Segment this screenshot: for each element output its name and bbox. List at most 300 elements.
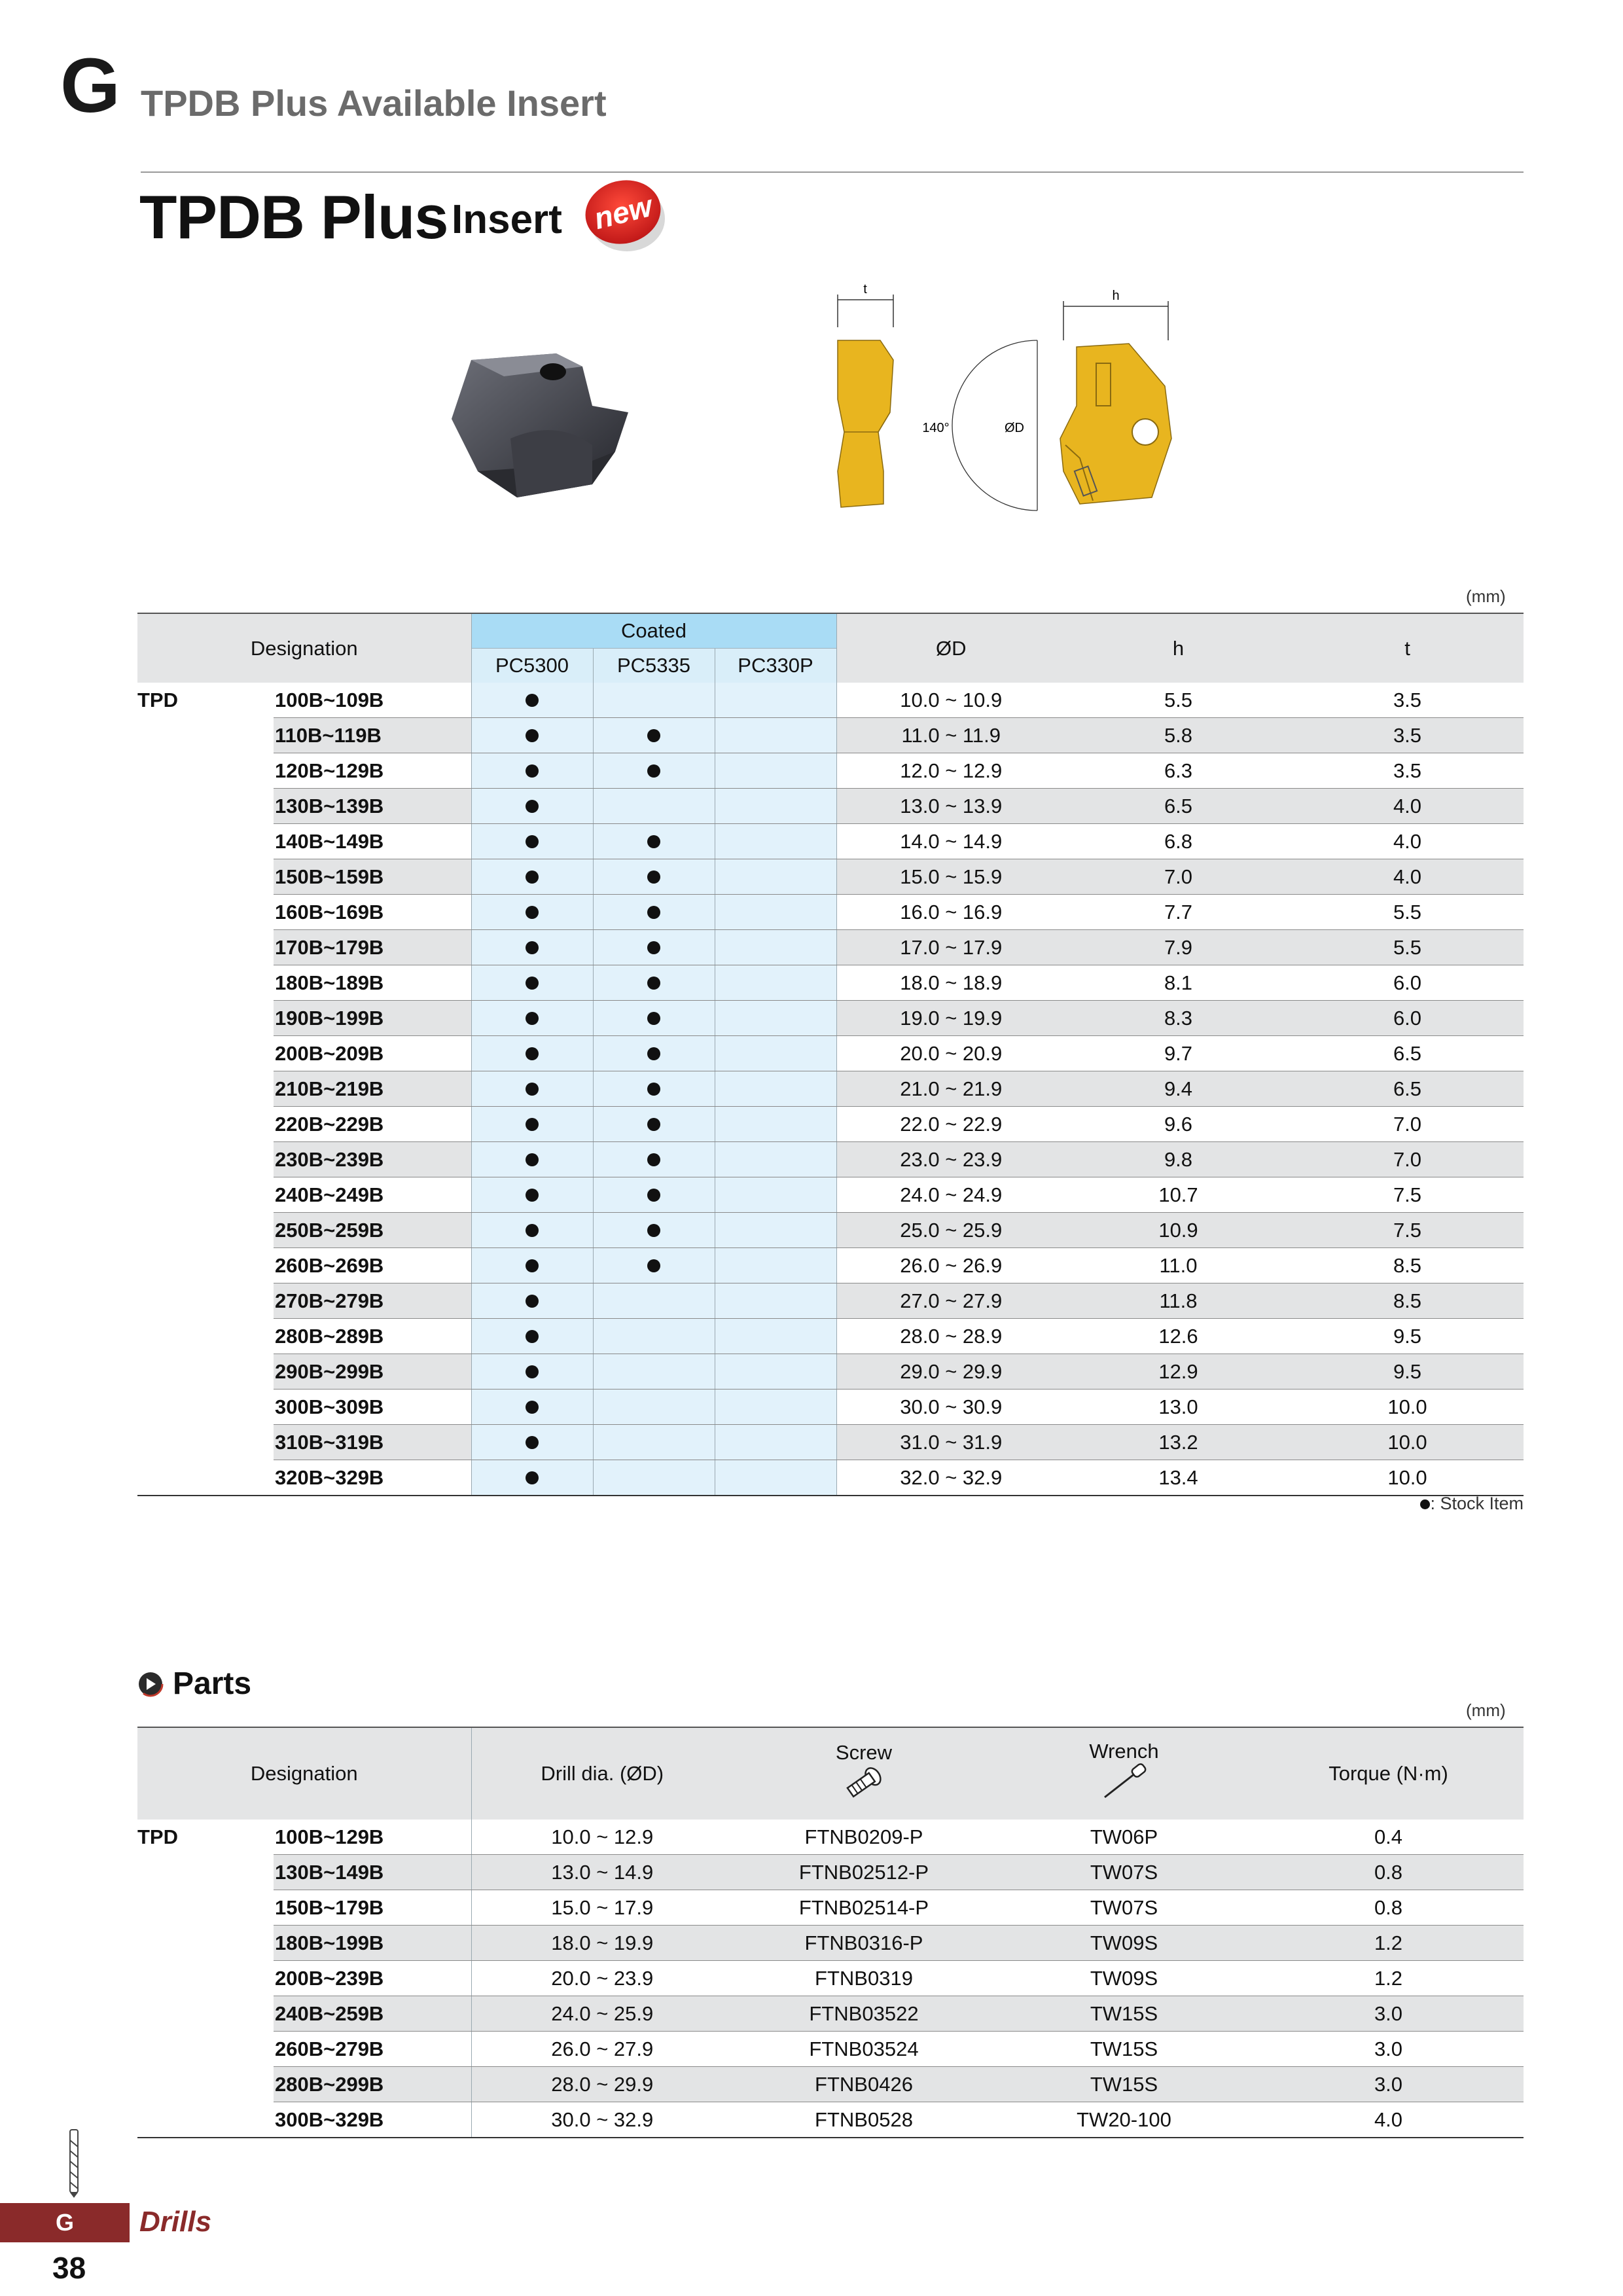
row-group: [137, 1177, 274, 1213]
new-badge-text: new: [590, 188, 656, 236]
table-row: [137, 1213, 1524, 1248]
col-grade-pc330p: PC330P: [715, 649, 836, 683]
table-row: [137, 683, 1524, 718]
row-grade-cell: [715, 1107, 836, 1142]
stock-dot-icon: [526, 1047, 539, 1060]
row-diameter: 31.0 ~ 31.9: [836, 1425, 1065, 1460]
row-group: [137, 1213, 274, 1248]
row-group: [137, 1248, 274, 1283]
row-group: [137, 1890, 274, 1926]
table-row: [137, 2102, 1524, 2138]
row-diameter: 22.0 ~ 22.9: [836, 1107, 1065, 1142]
row-designation: 310B~319B: [274, 1425, 471, 1460]
row-diameter: 18.0 ~ 18.9: [836, 965, 1065, 1001]
parts-col-wrench: [995, 1727, 1253, 1820]
row-h: 10.9: [1065, 1213, 1291, 1248]
row-t: 6.0: [1291, 1001, 1524, 1036]
row-grade-cell: [715, 1283, 836, 1319]
stock-dot-icon: [526, 870, 539, 884]
row-diameter: 16.0 ~ 16.9: [836, 895, 1065, 930]
table-row: [137, 753, 1524, 789]
stock-dot-icon: [526, 1471, 539, 1484]
row-h: 12.6: [1065, 1319, 1291, 1354]
row-grade-cell: [593, 965, 715, 1001]
parts-table: [137, 1727, 1524, 2138]
row-diameter: 21.0 ~ 21.9: [836, 1071, 1065, 1107]
row-grade-cell: [715, 965, 836, 1001]
table-row: [137, 1142, 1524, 1177]
row-designation: 170B~179B: [274, 930, 471, 965]
table-row: [137, 1354, 1524, 1390]
row-grade-cell: [715, 1177, 836, 1213]
row-t: 6.0: [1291, 965, 1524, 1001]
footer-section-label: Drills: [139, 2206, 212, 2238]
row-wrench: TW15S: [995, 2032, 1253, 2067]
row-t: 7.5: [1291, 1177, 1524, 1213]
row-grade-cell: [593, 718, 715, 753]
stock-dot-icon: [647, 835, 660, 848]
row-h: 9.8: [1065, 1142, 1291, 1177]
stock-dot-icon: [526, 941, 539, 954]
table-row: [137, 1425, 1524, 1460]
col-diameter: ØD: [836, 613, 1065, 683]
parts-col-screw-label: Screw: [835, 1741, 893, 1764]
stock-legend-text: : Stock Item: [1430, 1494, 1524, 1513]
row-torque: 1.2: [1253, 1926, 1524, 1961]
table-row: [137, 1996, 1524, 2032]
table-row: [137, 1926, 1524, 1961]
row-grade-cell: [715, 1319, 836, 1354]
table-row: [137, 859, 1524, 895]
row-t: 7.5: [1291, 1213, 1524, 1248]
header-divider: [141, 171, 1524, 173]
row-drill-dia: 28.0 ~ 29.9: [471, 2067, 733, 2102]
row-diameter: 30.0 ~ 30.9: [836, 1390, 1065, 1425]
stock-dot-icon: [526, 1330, 539, 1343]
label-angle: 140°: [922, 421, 950, 435]
row-designation: 210B~219B: [274, 1071, 471, 1107]
row-group: [137, 1036, 274, 1071]
row-grade-cell: [471, 824, 593, 859]
wrench-icon: [1098, 1763, 1150, 1803]
stock-dot-icon: [526, 1259, 539, 1272]
row-group: [137, 789, 274, 824]
row-drill-dia: 30.0 ~ 32.9: [471, 2102, 733, 2138]
row-designation: 300B~309B: [274, 1390, 471, 1425]
row-t: 6.5: [1291, 1071, 1524, 1107]
row-t: 3.5: [1291, 683, 1524, 718]
stock-dot-icon: [647, 977, 660, 990]
row-grade-cell: [593, 1354, 715, 1390]
row-diameter: 23.0 ~ 23.9: [836, 1142, 1065, 1177]
row-t: 9.5: [1291, 1319, 1524, 1354]
row-designation: 270B~279B: [274, 1283, 471, 1319]
col-grade-pc5335: PC5335: [593, 649, 715, 683]
row-wrench: TW07S: [995, 1890, 1253, 1926]
row-group: TPD: [137, 683, 274, 718]
row-screw: FTNB0316-P: [733, 1926, 995, 1961]
row-diameter: 12.0 ~ 12.9: [836, 753, 1065, 789]
row-grade-cell: [593, 789, 715, 824]
row-grade-cell: [471, 1460, 593, 1496]
table-row: [137, 1177, 1524, 1213]
row-group: [137, 965, 274, 1001]
stock-dot-icon: [526, 1365, 539, 1378]
row-diameter: 25.0 ~ 25.9: [836, 1213, 1065, 1248]
row-group: [137, 1283, 274, 1319]
insert-photo: [432, 340, 641, 511]
row-drill-dia: 26.0 ~ 27.9: [471, 2032, 733, 2067]
parts-table-unit: (mm): [1466, 1700, 1506, 1720]
row-designation: 250B~259B: [274, 1213, 471, 1248]
table-row: [137, 2067, 1524, 2102]
row-drill-dia: 24.0 ~ 25.9: [471, 1996, 733, 2032]
table-row: [137, 718, 1524, 753]
row-group: [137, 753, 274, 789]
row-wrench: TW15S: [995, 1996, 1253, 2032]
row-grade-cell: [593, 930, 715, 965]
row-grade-cell: [593, 1390, 715, 1425]
row-grade-cell: [471, 1213, 593, 1248]
row-drill-dia: 15.0 ~ 17.9: [471, 1890, 733, 1926]
row-grade-cell: [593, 824, 715, 859]
row-group: [137, 824, 274, 859]
row-h: 7.9: [1065, 930, 1291, 965]
row-torque: 3.0: [1253, 2067, 1524, 2102]
stock-dot-icon: [647, 941, 660, 954]
row-designation: 220B~229B: [274, 1107, 471, 1142]
row-drill-dia: 18.0 ~ 19.9: [471, 1926, 733, 1961]
row-wrench: TW09S: [995, 1961, 1253, 1996]
row-t: 8.5: [1291, 1248, 1524, 1283]
row-group: [137, 1460, 274, 1496]
row-group: [137, 2067, 274, 2102]
row-torque: 3.0: [1253, 2032, 1524, 2067]
row-designation: 240B~249B: [274, 1177, 471, 1213]
row-group: [137, 1390, 274, 1425]
row-grade-cell: [593, 1460, 715, 1496]
row-t: 5.5: [1291, 895, 1524, 930]
stock-dot-icon: [1420, 1499, 1430, 1509]
parts-col-drill-dia: Drill dia. (ØD): [471, 1727, 733, 1820]
stock-dot-icon: [526, 729, 539, 742]
row-grade-cell: [471, 753, 593, 789]
stock-dot-icon: [647, 906, 660, 919]
table-row: [137, 824, 1524, 859]
stock-dot-icon: [526, 1401, 539, 1414]
row-group: [137, 859, 274, 895]
parts-heading: [137, 1666, 251, 1702]
stock-dot-icon: [647, 1259, 660, 1272]
stock-dot-icon: [526, 764, 539, 778]
row-designation: 300B~329B: [274, 2102, 471, 2138]
row-t: 10.0: [1291, 1390, 1524, 1425]
row-grade-cell: [471, 1283, 593, 1319]
row-grade-cell: [471, 1319, 593, 1354]
row-grade-cell: [471, 859, 593, 895]
row-grade-cell: [715, 1425, 836, 1460]
row-screw: FTNB03524: [733, 2032, 995, 2067]
row-grade-cell: [593, 859, 715, 895]
stock-dot-icon: [647, 1118, 660, 1131]
row-h: 6.3: [1065, 753, 1291, 789]
row-diameter: 15.0 ~ 15.9: [836, 859, 1065, 895]
row-h: 9.6: [1065, 1107, 1291, 1142]
parts-col-designation: Designation: [137, 1727, 471, 1820]
row-screw: FTNB03522: [733, 1996, 995, 2032]
row-screw: FTNB02512-P: [733, 1855, 995, 1890]
row-h: 12.9: [1065, 1354, 1291, 1390]
table-row: [137, 1036, 1524, 1071]
row-h: 13.2: [1065, 1425, 1291, 1460]
table-row: [137, 1001, 1524, 1036]
table-row: [137, 1248, 1524, 1283]
row-grade-cell: [715, 1213, 836, 1248]
row-designation: 320B~329B: [274, 1460, 471, 1496]
section-title: TPDB Plus Available Insert: [141, 82, 607, 124]
row-h: 5.8: [1065, 718, 1291, 753]
row-designation: 160B~169B: [274, 895, 471, 930]
row-grade-cell: [715, 789, 836, 824]
row-designation: 130B~139B: [274, 789, 471, 824]
row-wrench: TW07S: [995, 1855, 1253, 1890]
row-t: 6.5: [1291, 1036, 1524, 1071]
row-drill-dia: 13.0 ~ 14.9: [471, 1855, 733, 1890]
row-grade-cell: [593, 895, 715, 930]
row-t: 4.0: [1291, 859, 1524, 895]
row-t: 5.5: [1291, 930, 1524, 965]
product-subtitle: Insert: [452, 197, 562, 242]
row-designation: 260B~279B: [274, 2032, 471, 2067]
table-row: [137, 965, 1524, 1001]
row-torque: 0.8: [1253, 1855, 1524, 1890]
row-designation: 150B~179B: [274, 1890, 471, 1926]
row-grade-cell: [715, 1354, 836, 1390]
row-group: [137, 1996, 274, 2032]
table-row: [137, 1319, 1524, 1354]
stock-dot-icon: [526, 1224, 539, 1237]
row-grade-cell: [593, 1071, 715, 1107]
table-row: [137, 1820, 1524, 1855]
col-t: t: [1291, 613, 1524, 683]
stock-dot-icon: [526, 906, 539, 919]
row-diameter: 29.0 ~ 29.9: [836, 1354, 1065, 1390]
row-grade-cell: [593, 683, 715, 718]
stock-dot-icon: [526, 1012, 539, 1025]
arrow-circle-icon: [137, 1671, 164, 1697]
row-designation: 130B~149B: [274, 1855, 471, 1890]
row-torque: 0.8: [1253, 1890, 1524, 1926]
row-grade-cell: [715, 1036, 836, 1071]
row-grade-cell: [593, 1107, 715, 1142]
row-grade-cell: [471, 683, 593, 718]
row-grade-cell: [471, 1071, 593, 1107]
insert-table-unit: (mm): [1466, 586, 1506, 606]
row-designation: 290B~299B: [274, 1354, 471, 1390]
row-h: 8.3: [1065, 1001, 1291, 1036]
row-designation: 110B~119B: [274, 718, 471, 753]
row-group: [137, 930, 274, 965]
row-torque: 4.0: [1253, 2102, 1524, 2138]
row-h: 13.4: [1065, 1460, 1291, 1496]
row-designation: 280B~289B: [274, 1319, 471, 1354]
row-group: [137, 1107, 274, 1142]
drill-icon: [64, 2127, 84, 2199]
table-row: [137, 1107, 1524, 1142]
row-t: 9.5: [1291, 1354, 1524, 1390]
row-grade-cell: [593, 1177, 715, 1213]
screw-icon: [841, 1765, 887, 1801]
row-diameter: 20.0 ~ 20.9: [836, 1036, 1065, 1071]
stock-dot-icon: [647, 1083, 660, 1096]
row-diameter: 13.0 ~ 13.9: [836, 789, 1065, 824]
row-h: 8.1: [1065, 965, 1291, 1001]
col-h: h: [1065, 613, 1291, 683]
row-grade-cell: [593, 1319, 715, 1354]
row-grade-cell: [715, 1071, 836, 1107]
label-diameter: ØD: [1005, 421, 1024, 435]
row-grade-cell: [593, 753, 715, 789]
row-diameter: 27.0 ~ 27.9: [836, 1283, 1065, 1319]
row-grade-cell: [471, 1142, 593, 1177]
row-group: [137, 895, 274, 930]
row-grade-cell: [715, 718, 836, 753]
table-row: [137, 895, 1524, 930]
row-designation: 140B~149B: [274, 824, 471, 859]
row-group: [137, 1855, 274, 1890]
col-grade-pc5300: PC5300: [471, 649, 593, 683]
row-torque: 3.0: [1253, 1996, 1524, 2032]
row-grade-cell: [471, 1177, 593, 1213]
row-group: [137, 2032, 274, 2067]
row-grade-cell: [471, 718, 593, 753]
row-h: 7.0: [1065, 859, 1291, 895]
parts-heading-text: Parts: [173, 1666, 252, 1701]
stock-dot-icon: [526, 1436, 539, 1449]
row-group: [137, 1319, 274, 1354]
stock-dot-icon: [526, 1153, 539, 1166]
row-grade-cell: [471, 965, 593, 1001]
stock-dot-icon: [647, 1047, 660, 1060]
row-t: 3.5: [1291, 753, 1524, 789]
row-grade-cell: [471, 1390, 593, 1425]
row-group: [137, 1425, 274, 1460]
insert-dimension-drawing: [818, 275, 1224, 530]
row-grade-cell: [593, 1001, 715, 1036]
label-h: h: [1112, 289, 1120, 303]
row-group: [137, 1926, 274, 1961]
row-grade-cell: [715, 930, 836, 965]
row-designation: 180B~189B: [274, 965, 471, 1001]
row-designation: 100B~129B: [274, 1820, 471, 1855]
row-designation: 200B~209B: [274, 1036, 471, 1071]
row-diameter: 14.0 ~ 14.9: [836, 824, 1065, 859]
row-diameter: 17.0 ~ 17.9: [836, 930, 1065, 965]
insert-table: [137, 613, 1524, 1496]
row-group: [137, 1142, 274, 1177]
row-t: 3.5: [1291, 718, 1524, 753]
stock-dot-icon: [526, 800, 539, 813]
row-designation: 280B~299B: [274, 2067, 471, 2102]
row-grade-cell: [471, 1354, 593, 1390]
row-designation: 150B~159B: [274, 859, 471, 895]
row-grade-cell: [715, 683, 836, 718]
stock-dot-icon: [647, 1153, 660, 1166]
row-h: 9.7: [1065, 1036, 1291, 1071]
row-grade-cell: [715, 1390, 836, 1425]
stock-dot-icon: [526, 1118, 539, 1131]
row-grade-cell: [715, 1248, 836, 1283]
parts-col-wrench-label: Wrench: [1089, 1740, 1159, 1763]
table-row: [137, 930, 1524, 965]
row-drill-dia: 10.0 ~ 12.9: [471, 1820, 733, 1855]
stock-dot-icon: [526, 1295, 539, 1308]
stock-dot-icon: [526, 1189, 539, 1202]
label-t: t: [863, 282, 867, 296]
row-grade-cell: [471, 1036, 593, 1071]
row-group: [137, 718, 274, 753]
row-grade-cell: [593, 1213, 715, 1248]
stock-dot-icon: [526, 977, 539, 990]
row-torque: 1.2: [1253, 1961, 1524, 1996]
row-grade-cell: [471, 1425, 593, 1460]
row-wrench: TW09S: [995, 1926, 1253, 1961]
row-screw: FTNB0319: [733, 1961, 995, 1996]
stock-dot-icon: [526, 1083, 539, 1096]
row-diameter: 28.0 ~ 28.9: [836, 1319, 1065, 1354]
new-badge-icon: [580, 171, 671, 257]
col-coated: Coated: [471, 613, 836, 649]
col-designation: Designation: [137, 613, 471, 683]
stock-dot-icon: [647, 870, 660, 884]
parts-col-torque: Torque (N·m): [1253, 1727, 1524, 1820]
table-row: [137, 1961, 1524, 1996]
row-screw: FTNB0528: [733, 2102, 995, 2138]
table-row: [137, 2032, 1524, 2067]
row-grade-cell: [471, 789, 593, 824]
row-h: 6.5: [1065, 789, 1291, 824]
row-designation: 240B~259B: [274, 1996, 471, 2032]
row-designation: 180B~199B: [274, 1926, 471, 1961]
product-title: TPDB Plus: [139, 183, 448, 251]
row-h: 11.8: [1065, 1283, 1291, 1319]
page-number: 38: [52, 2251, 86, 2285]
row-h: 10.7: [1065, 1177, 1291, 1213]
row-diameter: 32.0 ~ 32.9: [836, 1460, 1065, 1496]
row-diameter: 24.0 ~ 24.9: [836, 1177, 1065, 1213]
row-group: [137, 1961, 274, 1996]
row-h: 13.0: [1065, 1390, 1291, 1425]
table-row: [137, 1390, 1524, 1425]
parts-col-screw: [733, 1727, 995, 1820]
row-grade-cell: [471, 1107, 593, 1142]
row-grade-cell: [715, 895, 836, 930]
row-designation: 230B~239B: [274, 1142, 471, 1177]
row-t: 7.0: [1291, 1142, 1524, 1177]
stock-dot-icon: [647, 764, 660, 778]
table-row: [137, 1890, 1524, 1926]
table-row: [137, 1283, 1524, 1319]
row-grade-cell: [715, 753, 836, 789]
row-group: [137, 1071, 274, 1107]
stock-dot-icon: [647, 1012, 660, 1025]
row-grade-cell: [593, 1425, 715, 1460]
row-group: TPD: [137, 1820, 274, 1855]
row-diameter: 10.0 ~ 10.9: [836, 683, 1065, 718]
row-wrench: TW15S: [995, 2067, 1253, 2102]
row-h: 7.7: [1065, 895, 1291, 930]
row-wrench: TW06P: [995, 1820, 1253, 1855]
